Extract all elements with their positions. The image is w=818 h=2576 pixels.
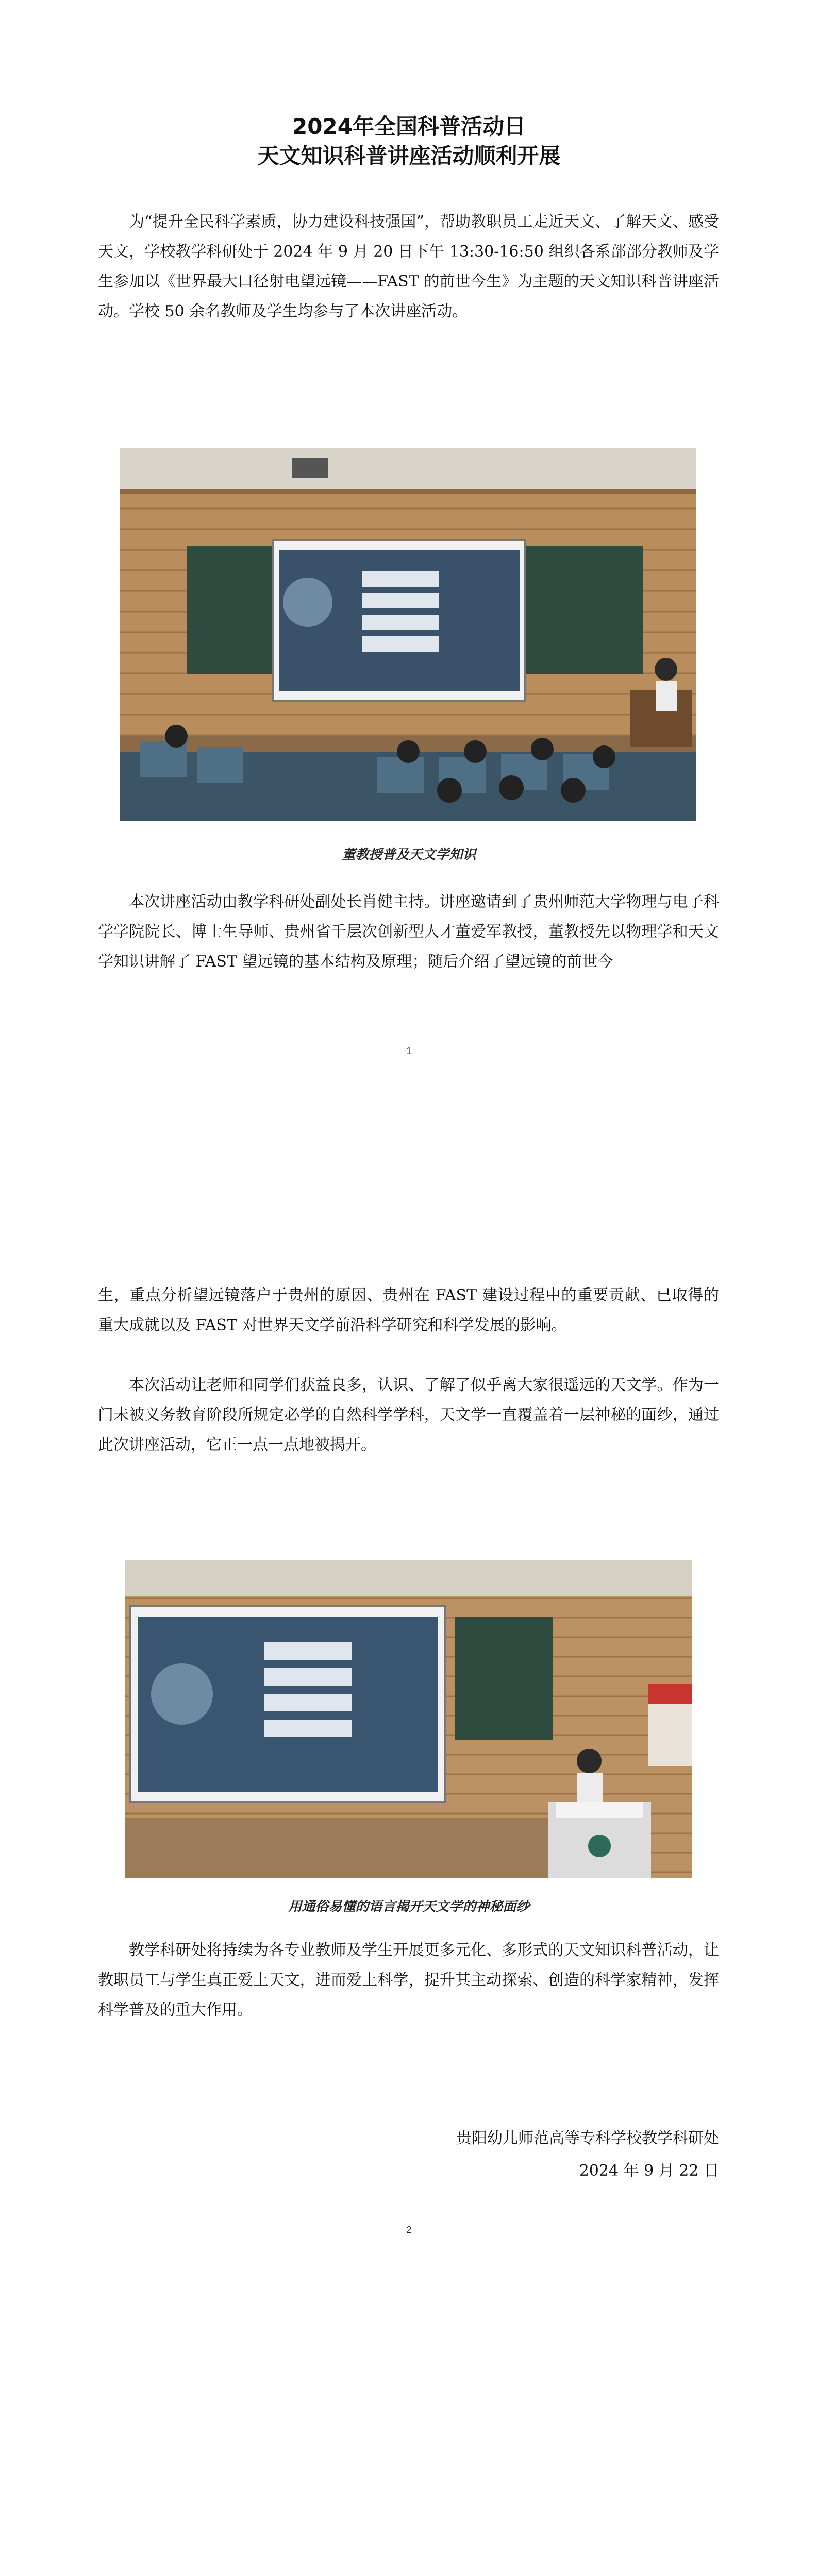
paragraph-5: 教学科研处将持续为各专业教师及学生开展更多元化、多形式的天文知识科普活动，让教职员工与学生真正爱上天文，进而爱上科学，提升其主动探索、创造的科学家精神，发挥科学普及的重大作用。 bbox=[98, 1941, 719, 2019]
paragraph-4: 本次活动让老师和同学们获益良多，认识、了解了似乎离大家很遥远的天文学。作为一门未被义务教育阶段所规定必学的自然科学学科，天文学一直覆盖着一层神秘的面纱，通过此次讲座活动，它正一点一点地被揭开。 bbox=[98, 1376, 719, 1454]
paragraph-3: 生，重点分析望远镜落户于贵州的原因、贵州在 FAST 建设过程中的重要贡献、已取得的重大成就以及 FAST 对世界天文学前沿科学研究和科学发展的影响。 bbox=[98, 1286, 719, 1334]
caption-2: 用通俗易懂的语言揭开天文学的神秘面纱 bbox=[288, 1899, 530, 1914]
title-line-2: 天文知识科普讲座活动顺利开展 bbox=[257, 143, 561, 168]
lecture-photo-2-drawing bbox=[125, 1560, 692, 1878]
page-number-1: 1 bbox=[406, 1046, 412, 1056]
lecture-photo-1 bbox=[120, 448, 696, 821]
signature-organization: 贵阳幼儿师范高等专科学校教学科研处 bbox=[456, 2129, 719, 2147]
title-line-1: 2024年全国科普活动日 bbox=[292, 114, 526, 139]
lecture-photo-2 bbox=[125, 1560, 692, 1878]
page-number-2: 2 bbox=[406, 2225, 412, 2235]
lecture-photo-1-drawing bbox=[120, 448, 696, 821]
paragraph-1: 为“提升全民科学素质，协力建设科技强国”，帮助教职员工走近天文、了解天文、感受天文，学校教学科研处于 2024 年 9 月 20 日下午 13:30-16:50 组织各系部部分教师及学生参加以《世界最大口径射电望远镜——FAST 的前世今生》为主题的天文知识科普讲座活动。学校 50 余名教师及学生均参与了本次讲座活动。 bbox=[98, 213, 719, 320]
signature-date: 2024 年 9 月 22 日 bbox=[579, 2162, 719, 2180]
paragraph-2: 本次讲座活动由教学科研处副处长肖健主持。讲座邀请到了贵州师范大学物理与电子科学学院院长、博士生导师、贵州省千层次创新型人才董爱军教授，董教授先以物理学和天文学知识讲解了 FAST 望远镜的基本结构及原理；随后介绍了望远镜的前世今 bbox=[98, 893, 719, 971]
caption-1: 董教授普及天文学知识 bbox=[342, 847, 476, 862]
